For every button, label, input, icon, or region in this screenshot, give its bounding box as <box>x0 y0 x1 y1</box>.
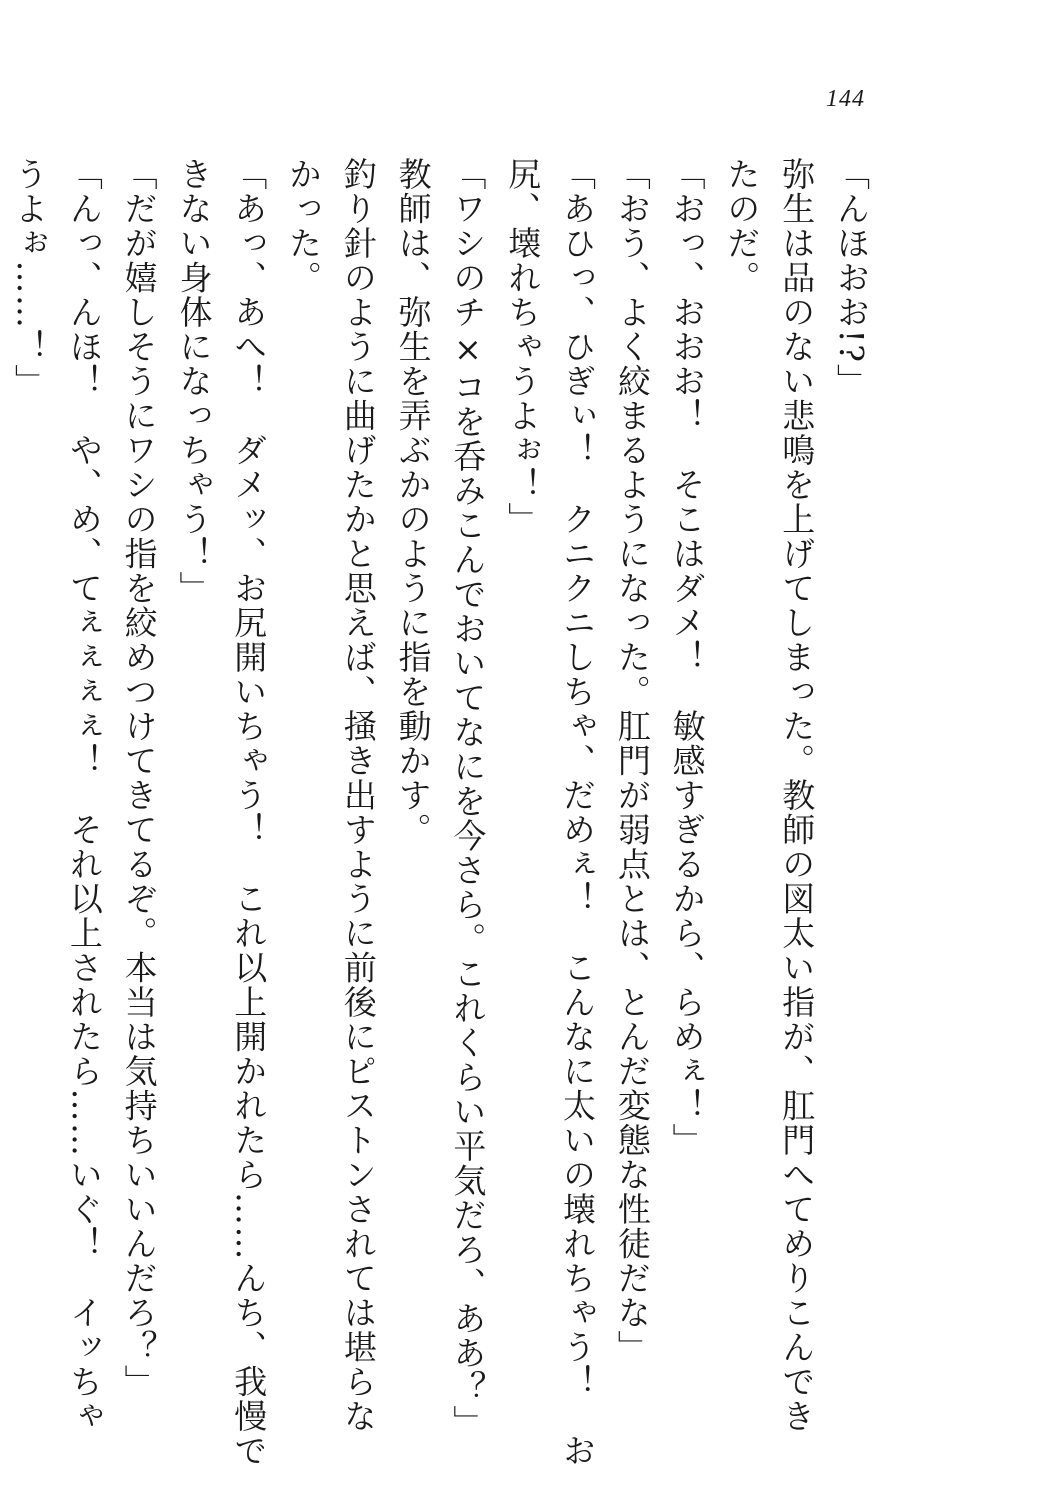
text-line-part: 弥生は品のない悲鳴を上げてしまった。教師の図太い指が、肛門へ <box>777 157 817 1192</box>
text-line: たのだ。 <box>722 157 762 295</box>
text-line: きない身体になっちゃう！」 <box>174 157 214 606</box>
page-number: 144 <box>826 86 865 112</box>
text-line: かった。 <box>284 157 324 295</box>
text-line: 「おう、よく絞まるようになった。肛門が弱点とは、とんだ変態な性徒だな」 <box>612 157 652 1365</box>
text-line: 教師は、弥生を弄ぶかのように指を動かす。 <box>393 157 433 847</box>
body-text <box>0 157 878 1468</box>
text-line: 「んほおお!?」 <box>832 157 871 398</box>
text-line: 「あっ、あへ！ ダメッ、お尻開いちゃう！ これ以上開かれたら……んち、我慢で <box>229 157 269 1468</box>
text-line: 「あひっ、ひぎぃ！ クニクニしちゃ、だめぇ！ こんなに太いの壊れちゃう！ お <box>558 157 598 1468</box>
text-line-part: てめりこんでき <box>777 1192 817 1434</box>
text-line: 釣り針のように曲げたかと思えば、掻き出すように前後にピストンされては堪らな <box>338 157 378 1434</box>
text-line: 「だが嬉しそうにワシの指を絞めつけてきてるぞ。本当は気持ちいいんだろ？」 <box>119 157 159 1399</box>
text-line: 「んっ、んほ！ や、め、てぇぇぇぇ！ それ以上されたら……いぐ！ イッちゃ <box>64 157 104 1434</box>
text-line: 尻、壊れちゃうよぉ！」 <box>503 157 543 537</box>
text-line: うよぉ……！」 <box>10 157 50 399</box>
text-line: 「ワシのチ×コを呑みこんでおいてなにを今さら。これくらい平気だろ、ああ？」 <box>448 157 488 1440</box>
text-line: 「おっ、おおお！ そこはダメ！ 敏感すぎるから、らめぇ！」 <box>667 157 707 1158</box>
text-line <box>768 157 823 1434</box>
